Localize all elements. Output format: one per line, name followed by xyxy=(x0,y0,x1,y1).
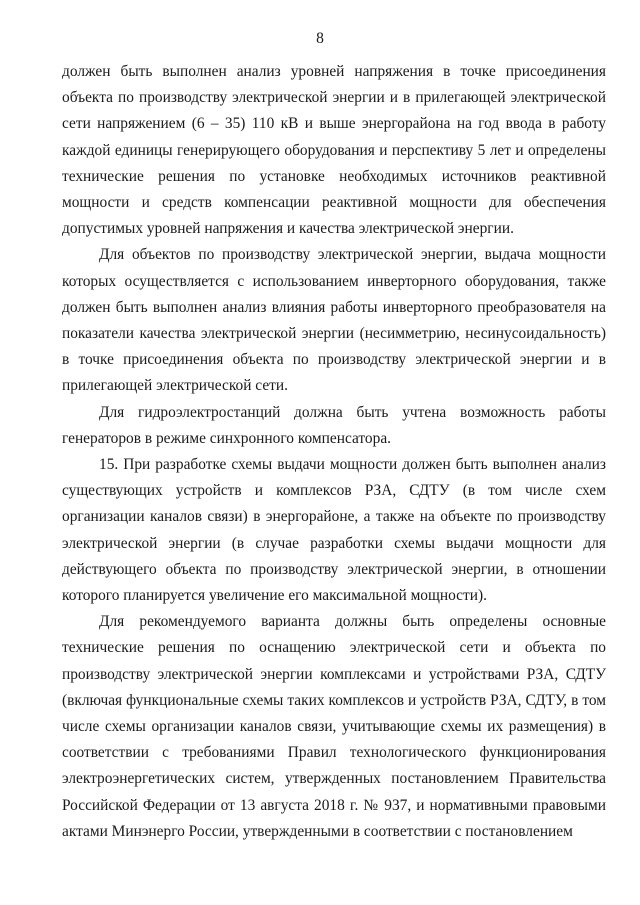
paragraph-inverter-analysis: Для объектов по производству электрической энергии, выдача мощности которых осуществляется с использованием инверторного оборудования, также должен быть выполнен анализ влияния работы инверторного преобразователя на показатели качества электрической энергии (несимметрию, несинусоидальность) в точке присоединения объекта по производству электрической энергии и в прилегающей электрической сети. xyxy=(62,246,606,395)
page-number: 8 xyxy=(316,30,324,47)
paragraph-recommended-variant: Для рекомендуемого варианта должны быть определены основные технические решения по оснащению электрической сети и объекта по производству электрической энергии комплексами и устройствами РЗА, СДТУ (включая функциональные схемы таких комплексов и устройств РЗА, СДТУ, в том числе схемы организации каналов связи, учитывающие схемы их размещения) в соответствии с требованиями Правил технологического функционирования электроэнергетических систем, утвержденных постановлением Правительства Российской Федерации от 13 августа 2018 г. № 937, и нормативными правовыми актами Минэнерго России, утвержденными в соответствии с постановлением xyxy=(62,613,606,840)
document-body xyxy=(62,59,606,845)
paragraph-item-15: 15. При разработке схемы выдачи мощности должен быть выполнен анализ существующих устройств и комплексов РЗА, СДТУ (в том числе схем организации каналов связи) в энергорайоне, а также на объекте по производству электрической энергии (в случае разработки схемы выдачи мощности для действующего объекта по производству электрической энергии, в отношении которого планируется увеличение его максимальной мощности). xyxy=(62,456,606,605)
paragraph-hydro-plants: Для гидроэлектростанций должна быть учтена возможность работы генераторов в режиме синхронного компенсатора. xyxy=(62,403,606,447)
paragraph-continued: должен быть выполнен анализ уровней напряжения в точке присоединения объекта по производству электрической энергии и в прилегающей электрической сети напряжением (6 – 35) 110 кВ и выше энергорайона на год ввода в работу каждой единицы генерирующего оборудования и перспективу 5 лет и определены технические решения по установке необходимых источников реактивной мощности и средств компенсации реактивной мощности для обеспечения допустимых уровней напряжения и качества электрической энергии. xyxy=(62,63,606,238)
